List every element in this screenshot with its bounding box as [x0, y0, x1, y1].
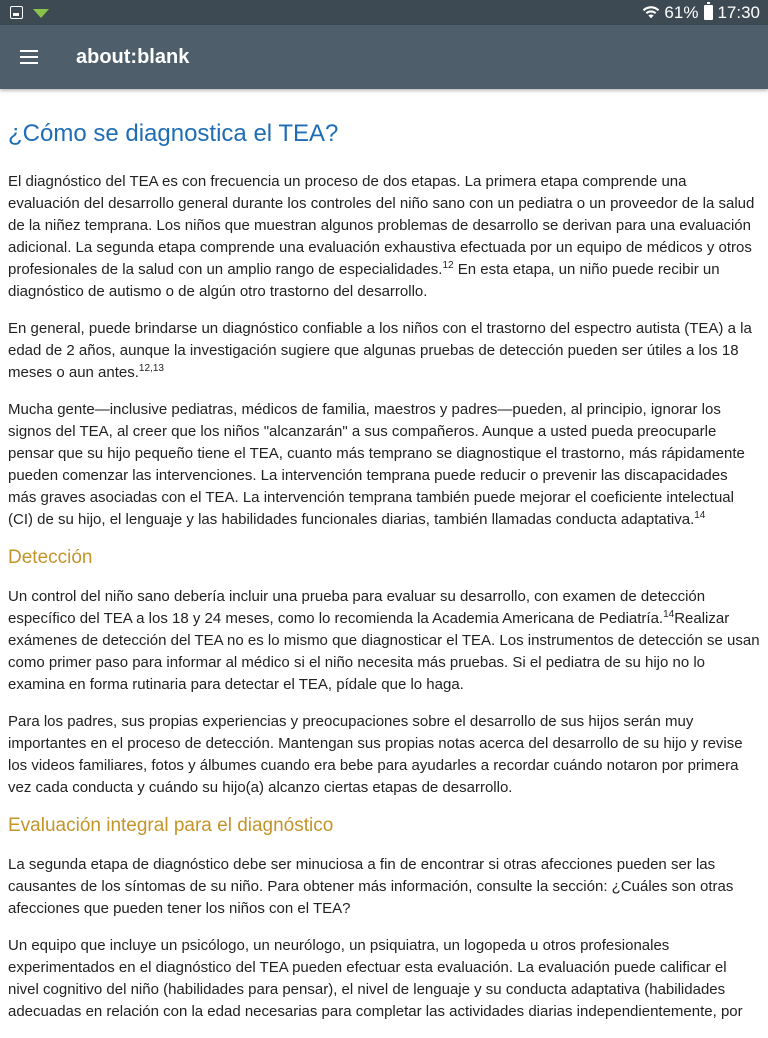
status-right	[642, 3, 760, 23]
clock: 17:30	[717, 2, 760, 22]
reference-sup[interactable]: 14	[694, 510, 706, 521]
status-bar	[0, 0, 768, 25]
article-content	[8, 89, 760, 1038]
paragraph-7: Un equipo que incluye un psicólogo, un neurólogo, un psiquiatra, un logopeda u otros profesionales experimentados en el diagnóstico del TEA pueden efectuar esta evaluación. La evaluación puede calificar el nivel cognitivo del niño (habilidades para pensar), el nivel de lenguaje y su conducta adaptativa (habilidades adecuadas en relación con la edad necesarias para completar las actividades diarias independientemente, por	[8, 937, 743, 1020]
paragraph-3: Mucha gente—inclusive pediatras, médicos de familia, maestros y padres—pueden, al principio, ignorar los signos del TEA, al creer que los niños "alcanzarán" a sus compañeros. Aunque a usted pueda preocuparle pensar que su hijo pequeño tiene el TEA, cuanto más temprano se diagnostique el trastorno, más rápidamente pueden comenzar las intervenciones. La intervención temprana puede reducir o prevenir las discapacidades más graves asociadas con el TEA. La intervención temprana también puede mejorar el coeficiente intelectual (CI) de su hijo, el lenguaje y las habilidades funcionales diarias, también llamadas conducta adaptativa.$^{14}$	[8, 401, 745, 528]
paragraph-4: Un control del niño sano debería incluir una prueba para evaluar su desarrollo, con examen de detección específico del TEA a los 18 y 24 meses, como lo recomienda la Academia Americana de Pediatría.$^{14}$Realizar exámenes de detección del TEA no es lo mismo que diagnosticar el TEA. Los instrumentos de detección se usan como primer paso para informar al médico si el niño necesita más pruebas. Si el pediatra de su hijo no lo examina en forma rutinaria para detectar el TEA, pídale que lo haga.	[8, 588, 760, 693]
paragraph-2: En general, puede brindarse un diagnóstico confiable a los niños con el trastorno del espectro autista (TEA) a la edad de 2 años, aunque la investigación sugiere que algunas pruebas de detección pueden ser útiles a los 18 meses o aun antes.$^{12,13}$	[8, 320, 752, 381]
battery-percent: 61%	[664, 2, 699, 22]
status-left	[10, 6, 49, 19]
app-title: about:blank	[76, 45, 190, 68]
section-heading-evaluacion: Evaluación integral para el diagnóstico	[8, 815, 334, 836]
hamburger-menu-icon[interactable]	[20, 37, 60, 77]
page-title: ¿Cómo se diagnostica el TEA?	[8, 120, 339, 147]
wifi-icon	[642, 4, 660, 22]
section-heading-deteccion: Detección	[8, 547, 93, 568]
image-notification-icon	[10, 6, 23, 19]
paragraph-6: La segunda etapa de diagnóstico debe ser minuciosa a fin de encontrar si otras afecciones pueden ser las causantes de los síntomas de su niño. Para obtener más información, consulte la sección: ¿Cuáles son otras afecciones que pueden tener los niños con el TEA?	[8, 856, 734, 917]
app-bar	[0, 25, 768, 89]
battery-icon	[704, 5, 713, 20]
paragraph-1: El diagnóstico del TEA es con frecuencia un proceso de dos etapas. La primera etapa comprende una evaluación del desarrollo general durante los controles del niño sano con un pediatra o un proveedor de la salud de la niñez temprana. Los niños que muestran algunos problemas de desarrollo se derivan para una evaluación adicional. La segunda etapa comprende una evaluación exhaustiva efectuada por un equipo de médicos y otros profesionales de la salud con un amplio rango de especialidades.$^{12}$ En esta etapa, un niño puede recibir un diagnóstico de autismo o de algún otro trastorno del desarrollo.	[8, 173, 755, 300]
paragraph-5: Para los padres, sus propias experiencias y preocupaciones sobre el desarrollo de sus hijos serán muy importantes en el proceso de detección. Mantengan sus propias notas acerca del desarrollo de su hijo y revise los videos familiares, fotos y álbumes cuando era bebe para ayudarles a recordar cuándo notaron por primera vez cada conducta y cuándo su hijo(a) alcanzo ciertas etapas de desarrollo.	[8, 713, 743, 796]
reference-sup[interactable]: 14	[663, 609, 675, 620]
reference-sup[interactable]: 12	[442, 260, 454, 271]
download-notification-icon	[33, 9, 49, 18]
reference-sup[interactable]: 12,13	[138, 363, 164, 374]
